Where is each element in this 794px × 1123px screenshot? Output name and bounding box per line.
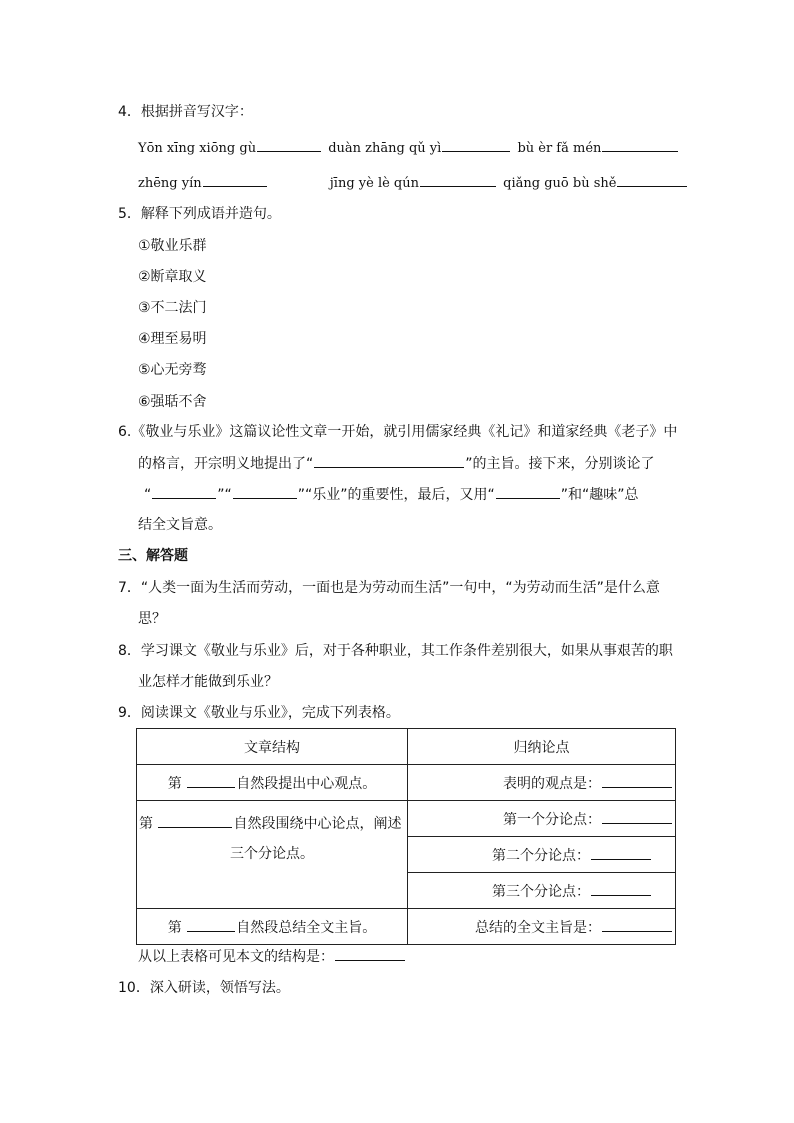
q9-title: 9．阅读课文《敬业与乐业》，完成下列表格。 xyxy=(118,705,400,721)
q7-line2: 思？ xyxy=(138,611,166,627)
answer-blank[interactable] xyxy=(602,773,672,788)
q7-line1: 7．“人类一面为生活而劳动，一面也是为劳动而生活”一句中，“为劳动而生活”是什么意 xyxy=(118,580,660,596)
answer-blank[interactable] xyxy=(602,137,678,152)
cell-text: 自然段提出中心观点。 xyxy=(236,775,377,792)
table-cell xyxy=(408,873,676,909)
q10-title: 10．深入研读，领悟写法。 xyxy=(118,980,290,996)
q6-line3 xyxy=(144,484,639,505)
footer-text: 从以上表格可见本文的结构是： xyxy=(138,949,334,965)
q4-title: 4．根据拼音写汉字： xyxy=(118,104,253,120)
answer-blank[interactable] xyxy=(314,453,464,468)
structure-table xyxy=(136,728,676,945)
answer-blank[interactable] xyxy=(591,845,651,860)
table-cell xyxy=(137,765,408,801)
pinyin-4: zhēng yín xyxy=(138,176,202,191)
q6-text: ”和“趣味”总 xyxy=(560,487,639,503)
answer-blank[interactable] xyxy=(335,946,405,961)
table-header-points: 归纳论点 xyxy=(408,729,676,765)
answer-blank[interactable] xyxy=(257,137,321,152)
pinyin-1: Yōn xīng xiōng gù xyxy=(138,141,257,156)
pinyin-2: duàn zhāng qǔ yì xyxy=(328,141,442,156)
answer-blank[interactable] xyxy=(203,172,267,187)
q4-row2 xyxy=(138,172,688,194)
cell-text: 自然段总结全文主旨。 xyxy=(236,919,377,936)
answer-blank[interactable] xyxy=(602,917,672,932)
table-cell xyxy=(137,909,408,945)
cell-text: 自然段围绕中心论点，阐述 xyxy=(233,816,402,832)
answer-blank[interactable] xyxy=(158,813,232,828)
answer-blank[interactable] xyxy=(420,172,496,187)
cell-text: 第三个分论点： xyxy=(492,883,590,900)
answer-blank[interactable] xyxy=(233,484,297,499)
table-cell xyxy=(408,801,676,837)
table-cell xyxy=(408,909,676,945)
table-cell xyxy=(408,837,676,873)
pinyin-6: qiǎng guō bù shě xyxy=(503,176,617,191)
q9-footer xyxy=(138,946,406,967)
cell-text: 表明的观点是： xyxy=(503,775,601,792)
cell-text: 第 xyxy=(167,775,182,792)
idiom-item: ④理至易明 xyxy=(138,331,207,347)
q8-line2: 业怎样才能做到乐业？ xyxy=(138,674,278,690)
answer-blank[interactable] xyxy=(496,484,560,499)
answer-blank[interactable] xyxy=(187,773,235,788)
q6-text: “ xyxy=(144,487,152,503)
answer-blank[interactable] xyxy=(187,917,235,932)
table-header-structure: 文章结构 xyxy=(137,729,408,765)
q6-line1: 6.《敬业与乐业》这篇议论性文章一开始，就引用儒家经典《礼记》和道家经典《老子》中 xyxy=(118,424,678,440)
cell-text: 三个分论点。 xyxy=(230,846,314,862)
answer-blank[interactable] xyxy=(602,809,672,824)
q6-text: ”“ xyxy=(217,487,232,503)
cell-text: 第一个分论点： xyxy=(503,811,601,828)
cell-text: 第 xyxy=(139,816,153,832)
pinyin-5: jīng yè lè qún xyxy=(329,176,420,191)
idiom-item: ①敬业乐群 xyxy=(138,238,207,254)
table-cell xyxy=(137,801,408,909)
table-cell xyxy=(408,765,676,801)
cell-text: 总结的全文主旨是： xyxy=(475,919,601,936)
cell-text: 第 xyxy=(167,919,182,936)
idiom-item: ③不二法门 xyxy=(138,300,207,316)
idiom-item: ②断章取义 xyxy=(138,269,207,285)
q6-text: 的格言，开宗明义地提出了“ xyxy=(138,456,314,472)
idiom-item: ⑤心无旁骛 xyxy=(138,362,207,378)
answer-blank[interactable] xyxy=(152,484,216,499)
idiom-item: ⑥强聒不舍 xyxy=(138,394,207,410)
cell-text: 第二个分论点： xyxy=(492,847,590,864)
q6-text: ”的主旨。接下来，分别谈论了 xyxy=(465,456,655,472)
q6-text: ”“乐业”的重要性，最后，又用“ xyxy=(297,487,495,503)
q4-row1 xyxy=(138,137,679,159)
section-title: 三、解答题 xyxy=(118,548,188,564)
q5-title: 5．解释下列成语并造句。 xyxy=(118,206,281,222)
answer-blank[interactable] xyxy=(617,172,687,187)
answer-blank[interactable] xyxy=(591,881,651,896)
q6-line4: 结全文旨意。 xyxy=(138,517,222,533)
pinyin-3: bù èr fǎ mén xyxy=(517,141,602,156)
answer-blank[interactable] xyxy=(442,137,510,152)
q8-line1: 8．学习课文《敬业与乐业》后，对于各种职业，其工作条件差别很大，如果从事艰苦的职 xyxy=(118,643,673,659)
q6-line2 xyxy=(138,453,655,474)
